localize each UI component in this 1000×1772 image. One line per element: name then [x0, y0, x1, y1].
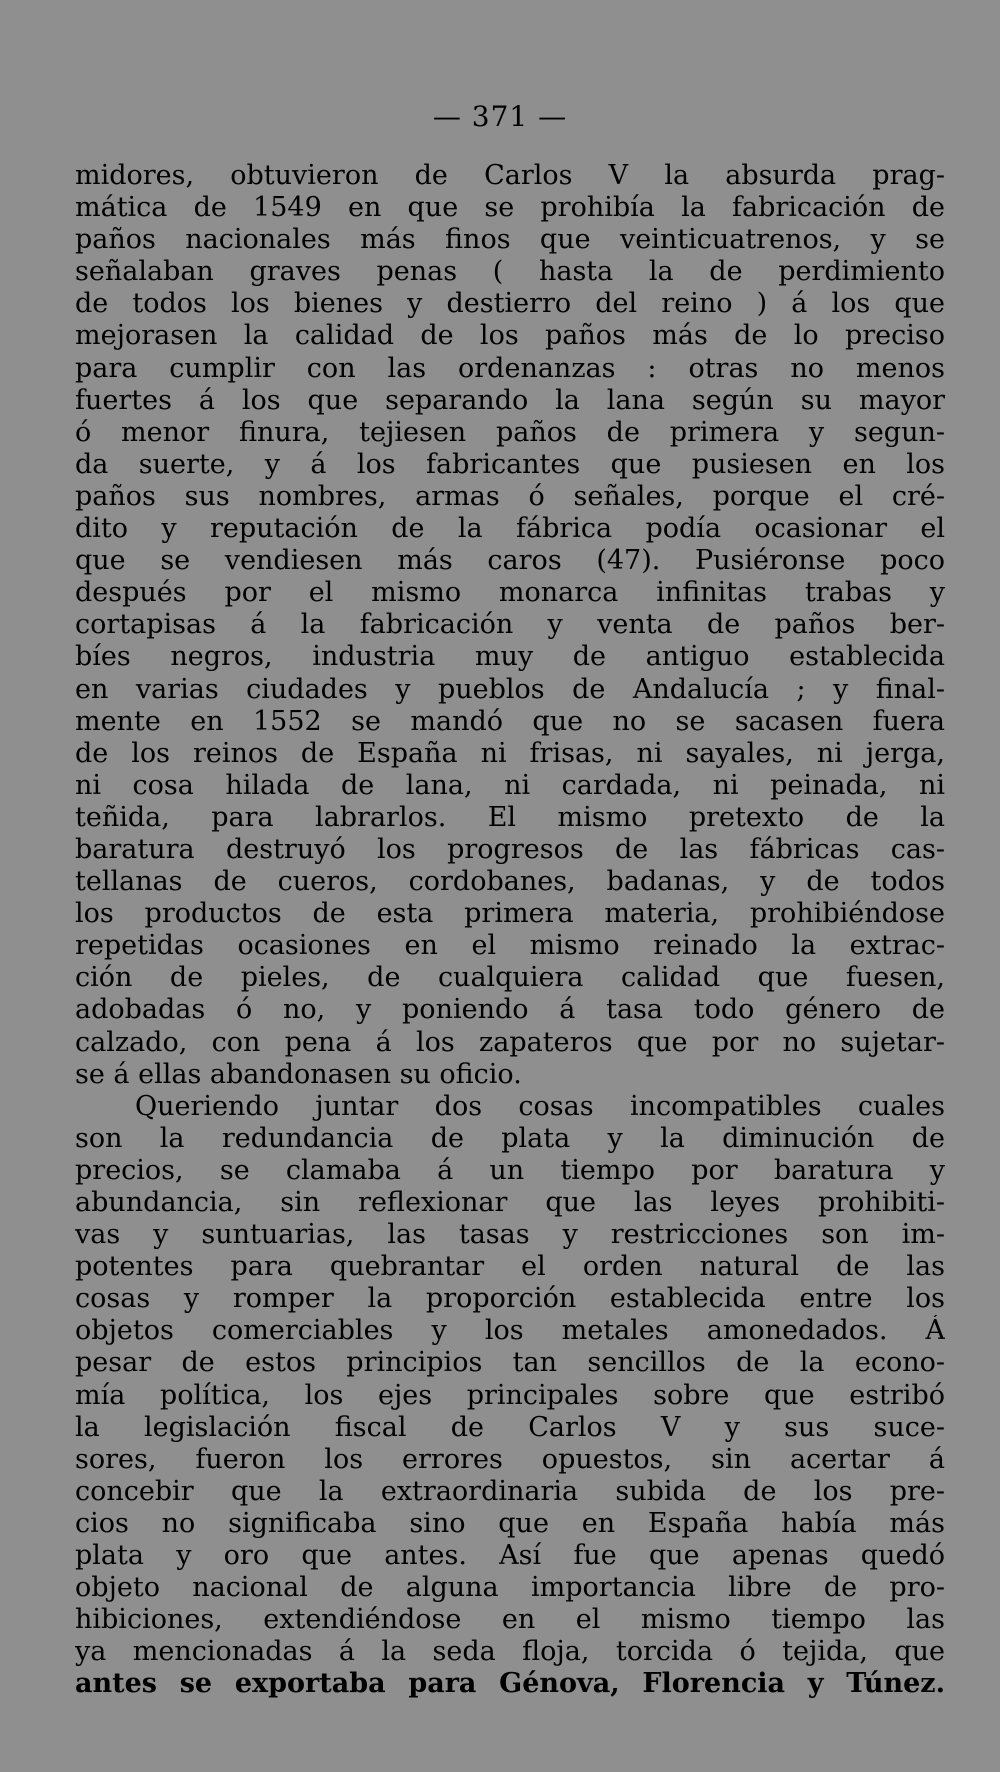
text-line: vas y suntuarias, las tasas y restricciones son im-	[75, 1219, 945, 1251]
text-line: potentes para quebrantar el orden natural de las	[75, 1251, 945, 1283]
text-line: tellanas de cueros, cordobanes, badanas, y de todos	[75, 866, 945, 898]
text-line: pesar de estos principios tan sencillos de la econo-	[75, 1347, 945, 1379]
body-text	[75, 160, 945, 1701]
text-line: concebir que la extraordinaria subida de los pre-	[75, 1475, 945, 1507]
text-line: teñida, para labrarlos. El mismo pretexto de la	[75, 801, 945, 833]
text-line: midores, obtuvieron de Carlos V la absurda prag-	[75, 160, 945, 191]
text-line: ni cosa hilada de lana, ni cardada, ni peinada, ni	[75, 769, 945, 801]
text-line: fuertes á los que separando la lana según su mayor	[75, 384, 945, 416]
text-line: en varias ciudades y pueblos de Andalucía ; y final-	[75, 673, 945, 705]
text-line: abundancia, sin reflexionar que las leyes prohibiti-	[75, 1187, 945, 1218]
text-line: de los reinos de España ni frisas, ni sayales, ni jerga,	[75, 737, 945, 769]
text-line: para cumplir con las ordenanzas : otras no menos	[75, 352, 945, 384]
text-line: los productos de esta primera materia, prohibiéndose	[75, 898, 945, 930]
text-line: mática de 1549 en que se prohibía la fabricación de	[75, 192, 945, 224]
text-line: después por el mismo monarca infinitas trabas y	[75, 577, 945, 609]
text-line: hibiciones, extendiéndose en el mismo tiempo las	[75, 1604, 945, 1636]
text-line: mía política, los ejes principales sobre que estribó	[75, 1379, 945, 1411]
text-line: paños nacionales más finos que veinticuatrenos, y se	[75, 224, 945, 256]
text-line: ó menor finura, tejiesen paños de primera y segun-	[75, 416, 945, 448]
text-line: cios no significaba sino que en España había más	[75, 1507, 945, 1539]
text-line: ya mencionadas á la seda floja, torcida ó tejida, que	[75, 1636, 945, 1668]
text-line: cortapisas á la fabricación y venta de paños ber-	[75, 609, 945, 641]
text-line: sores, fueron los errores opuestos, sin acertar á	[75, 1443, 945, 1475]
text-line: la legislación fiscal de Carlos V y sus suce-	[75, 1411, 945, 1443]
text-line: que se vendiesen más caros (47). Pusiéronse poco	[75, 545, 945, 577]
page-number: — 371 —	[432, 100, 568, 133]
text-line: bíes negros, industria muy de antiguo establecida	[75, 641, 945, 673]
text-line: calzado, con pena á los zapateros que por no sujetar-	[75, 1026, 945, 1058]
text-line: ción de pieles, de cualquiera calidad que fuesen,	[75, 962, 945, 994]
text-line: cosas y romper la proporción establecida entre los	[75, 1283, 945, 1315]
text-line: da suerte, y á los fabricantes que pusiesen en los	[75, 448, 945, 480]
text-line: repetidas ocasiones en el mismo reinado la extrac-	[75, 930, 945, 962]
text-line: antes se exportaba para Génova, Florencia y Túnez.	[75, 1668, 945, 1700]
text-line: precios, se clamaba á un tiempo por baratura y	[75, 1154, 945, 1186]
text-line: baratura destruyó los progresos de las fábricas cas-	[75, 833, 945, 865]
text-line: señalaban graves penas ( hasta la de perdimiento	[75, 256, 945, 288]
text-line: paños sus nombres, armas ó señales, porque el cré-	[75, 480, 945, 512]
text-line: mejorasen la calidad de los paños más de lo preciso	[75, 320, 945, 352]
text-line: Queriendo juntar dos cosas incompatibles cuales	[135, 1090, 945, 1122]
text-line: objetos comerciables y los metales amonedados. Á	[75, 1315, 945, 1347]
text-line: adobadas ó no, y poniendo á tasa todo género de	[75, 994, 945, 1026]
paragraph	[75, 1091, 945, 1701]
text-line: de todos los bienes y destierro del reino ) á los que	[75, 288, 945, 320]
text-line: son la redundancia de plata y la diminución de	[75, 1122, 945, 1154]
text-line: se á ellas abandonasen su oficio.	[75, 1058, 522, 1090]
paragraph	[75, 160, 945, 1091]
text-line: plata y oro que antes. Así fue que apenas quedó	[75, 1540, 945, 1572]
text-line: objeto nacional de alguna importancia libre de pro-	[75, 1572, 945, 1604]
text-line: dito y reputación de la fábrica podía ocasionar el	[75, 513, 945, 545]
text-line: mente en 1552 se mandó que no se sacasen fuera	[75, 705, 945, 737]
